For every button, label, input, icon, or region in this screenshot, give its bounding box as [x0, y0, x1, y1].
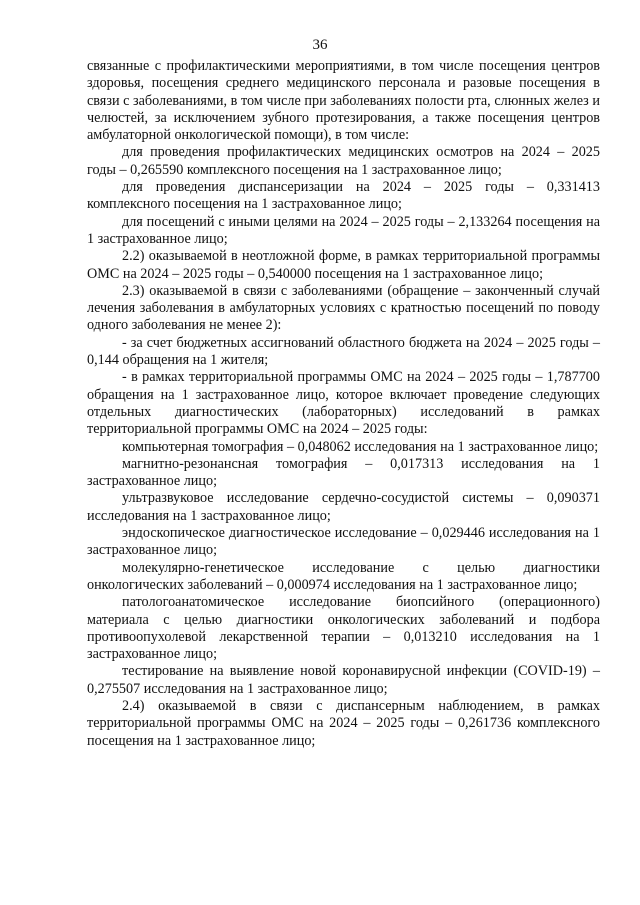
paragraph-molecular-genetic: молекулярно-генетическое исследование с целью диагностики онкологических заболеваний – 0,000974 исследования на 1 застрахованное лицо;: [87, 559, 600, 593]
paragraph-pathology: патологоанатомическое исследование биопсийного (операционного) материала с целью диагностики онкологических заболеваний и подбора противоопухолевой лекарственной терапии – 0,013210 исследования на 1 застрахованное лицо;: [87, 594, 600, 663]
paragraph-urgent-care: 2.2) оказываемой в неотложной форме, в рамках территориальной программы ОМС на 2024 – 2025 годы – 0,540000 посещения на 1 застрахованное лицо;: [87, 248, 600, 282]
paragraph-dispensarization: для проведения диспансеризации на 2024 – 2025 годы – 0,331413 комплексного посещения на 1 застрахованное лицо;: [87, 179, 600, 213]
paragraph-ultrasound: ультразвуковое исследование сердечно-сосудистой системы – 0,090371 исследования на 1 застрахованное лицо;: [87, 490, 600, 524]
paragraph-other-visits: для посещений с иными целями на 2024 – 2025 годы – 2,133264 посещения на 1 застрахованное лицо;: [87, 213, 600, 247]
paragraph-dispensary-observation: 2.4) оказываемой в связи с диспансерным наблюдением, в рамках территориальной программы ОМС на 2024 – 2025 годы – 0,261736 комплексного посещения на 1 застрахованное лицо;: [87, 697, 600, 749]
paragraph-covid-testing: тестирование на выявление новой коронавирусной инфекции (COVID-19) – 0,275507 исследования на 1 застрахованное лицо;: [87, 663, 600, 697]
paragraph-endoscopy: эндоскопическое диагностическое исследование – 0,029446 исследования на 1 застрахованное лицо;: [87, 525, 600, 559]
paragraph-mri: магнитно-резонансная томография – 0,017313 исследования на 1 застрахованное лицо;: [87, 455, 600, 490]
paragraph-regional-budget: - за счет бюджетных ассигнований областного бюджета на 2024 – 2025 годы – 0,144 обращения на 1 жителя;: [87, 334, 600, 369]
document-body: [87, 58, 600, 750]
paragraph-disease-visits: 2.3) оказываемой в связи с заболеваниями (обращение – законченный случай лечения заболевания в амбулаторных условиях с кратностью посещений по поводу одного заболевания не менее 2):: [87, 282, 600, 334]
paragraph-ct: компьютерная томография – 0,048062 исследования на 1 застрахованное лицо;: [122, 438, 599, 455]
paragraph-oms-program: - в рамках территориальной программы ОМС на 2024 – 2025 годы – 1,787700 обращения на 1 застрахованное лицо, которое включает проведение следующих отдельных диагностических (лабораторных) исследований в рамках территориальной программы ОМС на 2024 – 2025 годы:: [87, 369, 600, 438]
page-number: 36: [312, 37, 328, 53]
paragraph-preventive-exams: для проведения профилактических медицинских осмотров на 2024 – 2025 годы – 0,265590 комплексного посещения на 1 застрахованное лицо;: [87, 144, 600, 178]
paragraph-continuation: связанные с профилактическими мероприятиями, в том числе посещения центров здоровья, посещения среднего медицинского персонала и разовые посещения в связи с заболеваниями, в том числе при заболеваниях полости рта, слюнных желез и челюстей, за исключением зубного протезирования, а также посещения центров амбулаторной онкологической помощи), в том числе:: [87, 58, 600, 144]
